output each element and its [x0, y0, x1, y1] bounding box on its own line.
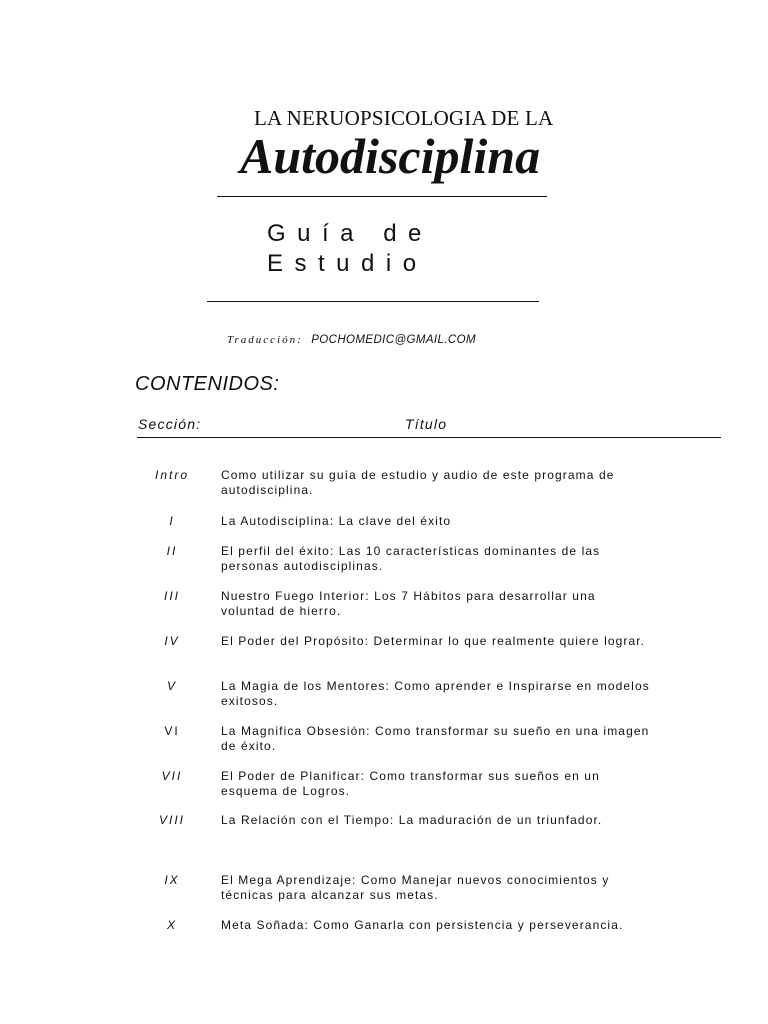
- document-title: Autodisciplina: [240, 128, 541, 184]
- translator-email: POCHOMEDIC@GMAIL.COM: [311, 334, 476, 346]
- toc-section-number: VI: [164, 724, 180, 738]
- toc-section-number: Intro: [154, 468, 189, 482]
- toc-section-title: La Relación con el Tiempo: La maduración de un triunfador.: [221, 813, 603, 827]
- subtitle-divider: [207, 301, 539, 302]
- title-divider: [217, 196, 547, 197]
- toc-section-title: Meta Soñada: Como Ganarla con persistencia y perseverancia.: [221, 918, 624, 932]
- toc-section-number: III: [163, 589, 180, 603]
- toc-section-number: IX: [164, 873, 180, 887]
- toc-section-title: Como utilizar su guía de estudio y audio de este programa de autodisciplina.: [221, 468, 615, 497]
- toc-section-title: La Magia de los Mentores: Como aprender e Inspirarse en modelos exitosos.: [221, 679, 650, 708]
- toc-section-title: Nuestro Fuego Interior: Los 7 Hábitos para desarrollar una voluntad de hierro.: [221, 589, 596, 618]
- header-divider: [137, 437, 721, 438]
- toc-section-number: X: [166, 918, 177, 932]
- toc-section-title: El Poder del Propósito: Determinar lo que realmente quiere lograr.: [221, 634, 646, 648]
- translation-credit: [227, 330, 476, 348]
- toc-section-number: II: [166, 544, 178, 558]
- title-column-header: Título: [405, 416, 448, 432]
- toc-section-number: VIII: [158, 813, 185, 827]
- subtitle-line-1: Guía de: [267, 220, 433, 247]
- contents-heading: CONTENIDOS:: [135, 373, 280, 395]
- toc-section-number: VII: [161, 769, 183, 783]
- toc-section-title: La Magnifica Obsesión: Como transformar su sueño en una imagen de éxito.: [221, 724, 650, 753]
- toc-section-title: La Autodisciplina: La clave del éxito: [221, 514, 452, 528]
- subtitle-line-2: Estudio: [267, 250, 428, 277]
- toc-section-title: El perfil del éxito: Las 10 características dominantes de las personas autodisciplinas.: [221, 544, 601, 573]
- toc-section-title: El Poder de Planificar: Como transformar sus sueños en un esquema de Logros.: [221, 769, 600, 798]
- section-column-header: Sección:: [138, 416, 202, 432]
- toc-section-number: IV: [164, 634, 180, 648]
- toc-section-title: El Mega Aprendizaje: Como Manejar nuevos conocimientos y técnicas para alcanzar sus metas.: [221, 873, 610, 902]
- toc-section-number: V: [166, 679, 177, 693]
- translation-label: Traducción:: [227, 334, 303, 346]
- document-supertitle: LA NERUOPSICOLOGIA DE LA: [254, 106, 554, 130]
- toc-section-number: I: [169, 514, 175, 528]
